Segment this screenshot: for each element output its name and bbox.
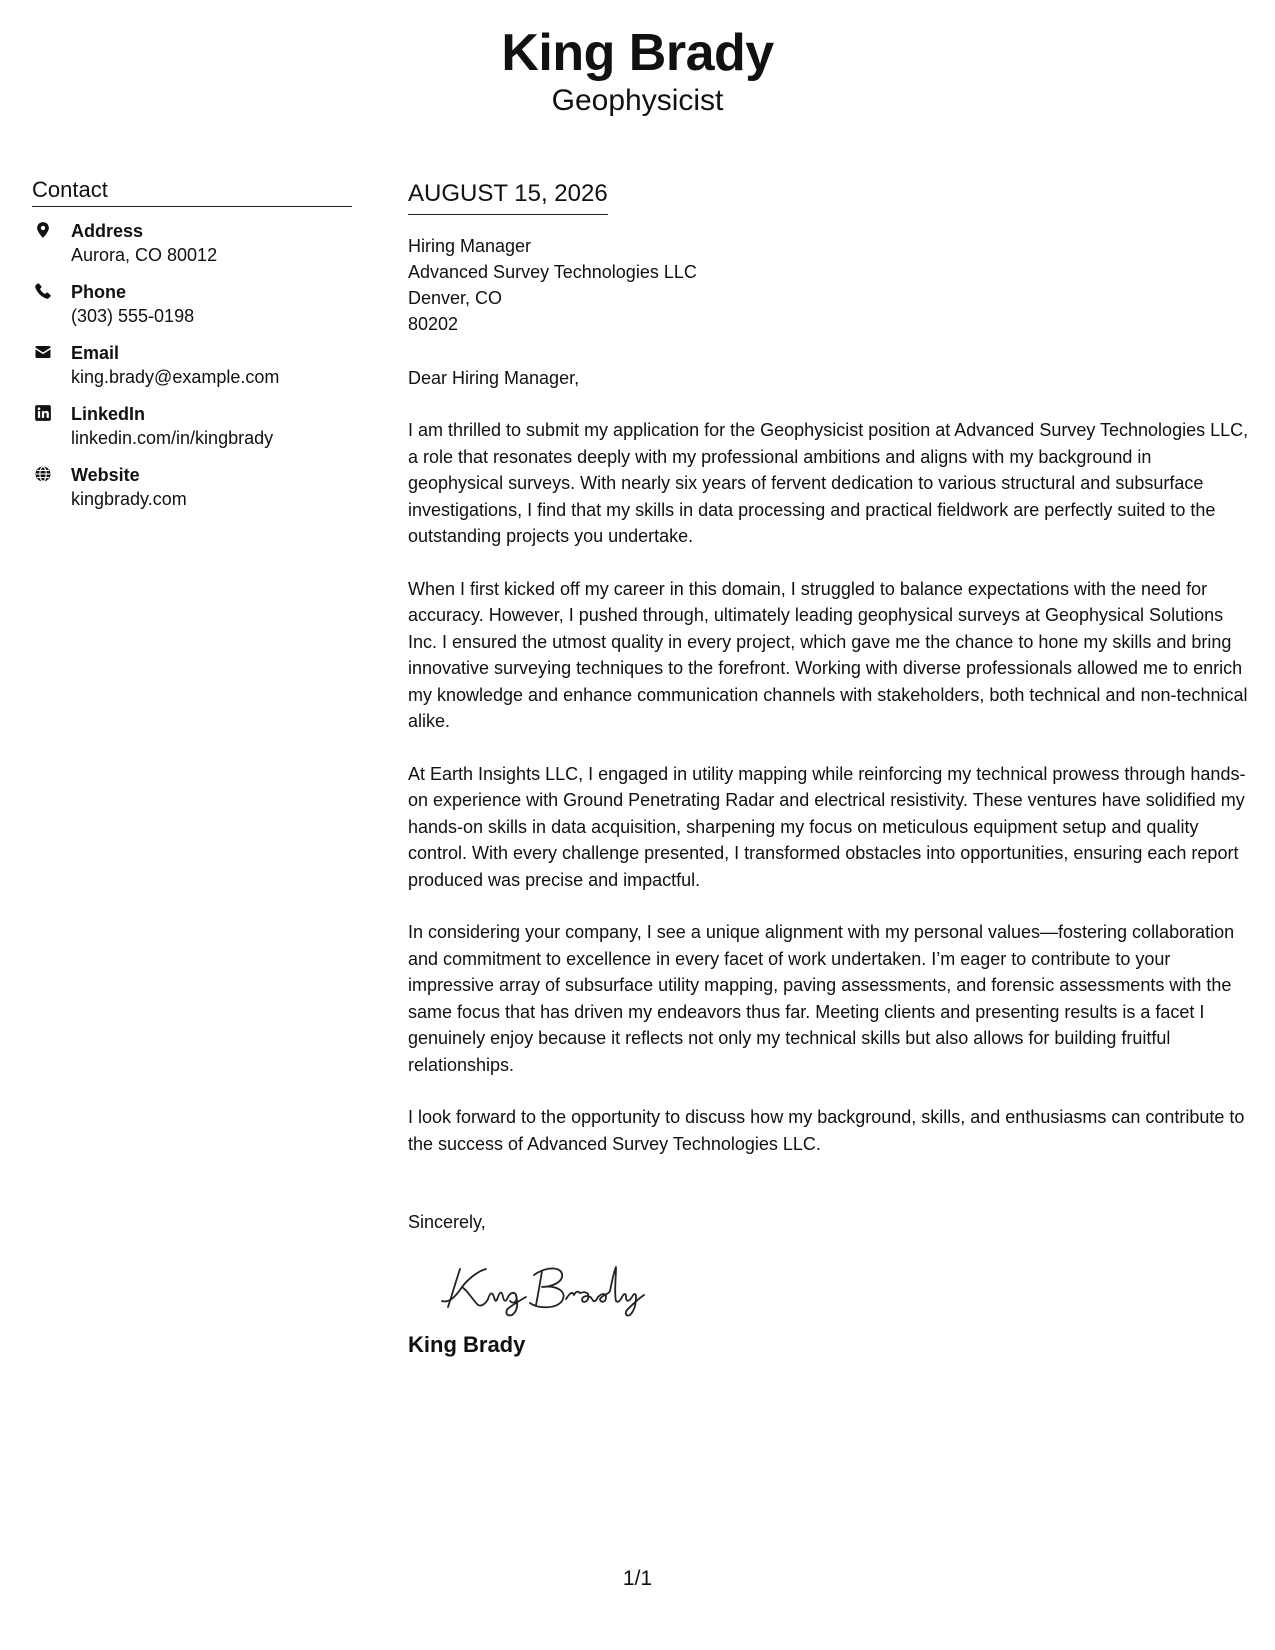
contact-label: Website (71, 465, 140, 485)
globe-icon (34, 465, 52, 483)
contact-item-linkedin (32, 402, 352, 450)
closing: Sincerely, (408, 1212, 486, 1232)
recipient-line: 80202 (408, 314, 459, 334)
salutation: Dear Hiring Manager, (408, 368, 580, 388)
applicant-name: King Brady (501, 24, 774, 82)
recipient-line: Hiring Manager (408, 236, 532, 256)
signer-name: King Brady (408, 1332, 526, 1357)
applicant-title: Geophysicist (551, 84, 724, 117)
contact-item-email (32, 341, 352, 389)
map-pin-icon (34, 221, 52, 239)
contact-label: Phone (71, 282, 127, 302)
letter-date: AUGUST 15, 2026 (408, 178, 608, 215)
website-value: kingbrady.com (71, 489, 187, 509)
letter-paragraph: I look forward to the opportunity to discuss how my background, skills, and enthusiasms can contribute to the success of Advanced Survey Technologies LLC. (408, 1107, 1245, 1154)
envelope-icon (34, 343, 52, 361)
handwritten-signature (438, 1257, 678, 1317)
letter-paragraph: At Earth Insights LLC, I engaged in utility mapping while reinforcing my technical prowess through hands-on experience with Ground Penetrating Radar and electrical resistivity. These ventures have solidified my hands-on skills in data acquisition, sharpening my focus on meticulous equipment setup and quality control. With every challenge presented, I transformed obstacles into opportunities, ensuring each report produced was precise and impactful. (408, 763, 1246, 890)
contact-item-phone (32, 280, 352, 328)
letter-paragraph: In considering your company, I see a unique alignment with my personal values—fostering collaboration and commitment to excellence in every facet of work undertaken. I’m eager to contribute to your impressive array of subsurface utility mapping, paving assessments, and forensic assessments with the same focus that has driven my endeavors thus far. Meeting clients and presenting results is a facet I genuinely enjoy because it reflects not only my technical skills but also allows for building fruitful relationships. (408, 922, 1235, 1075)
contact-label: Email (71, 343, 120, 363)
letter-paragraph: I am thrilled to submit my application for the Geophysicist position at Advanced Survey Technologies LLC, a role that resonates deeply with my professional ambitions and aligns with my background in geophysical surveys. With nearly six years of fervent dedication to various structural and subsurface investigations, I find that my skills in data processing and practical fieldwork are perfectly suited to the outstanding projects you undertake. (408, 420, 1249, 546)
contact-sidebar (32, 176, 352, 524)
letter-paragraph: When I first kicked off my career in this domain, I struggled to balance expectations with the need for accuracy. However, I pushed through, ultimately leading geophysical surveys at Geophysical Solutions Inc. I ensured the utmost quality in every project, which gave me the chance to hone my skills and bring innovative surveying techniques to the forefront. Working with diverse professionals allowed me to enrich my knowledge and enhance communication channels with stakeholders, both technical and non-technical alike. (408, 578, 1248, 731)
contact-list (32, 219, 352, 511)
contact-label: Address (71, 221, 144, 241)
contact-item-address (32, 219, 352, 267)
contact-label: LinkedIn (71, 404, 146, 424)
email-value: king.brady@example.com (71, 367, 280, 387)
contact-item-website (32, 463, 352, 511)
contact-heading: Contact (32, 176, 352, 207)
linkedin-value: linkedin.com/in/kingbrady (71, 428, 274, 448)
phone-value: (303) 555-0198 (71, 306, 195, 326)
recipient-block (408, 233, 1250, 337)
letter-header (0, 24, 1275, 118)
phone-icon (34, 282, 52, 300)
letter-body (408, 178, 1250, 1359)
address-value: Aurora, CO 80012 (71, 245, 218, 265)
page-number: 1/1 (622, 1567, 653, 1590)
linkedin-icon (34, 404, 52, 422)
recipient-line: Denver, CO (408, 288, 503, 308)
recipient-line: Advanced Survey Technologies LLC (408, 262, 697, 282)
